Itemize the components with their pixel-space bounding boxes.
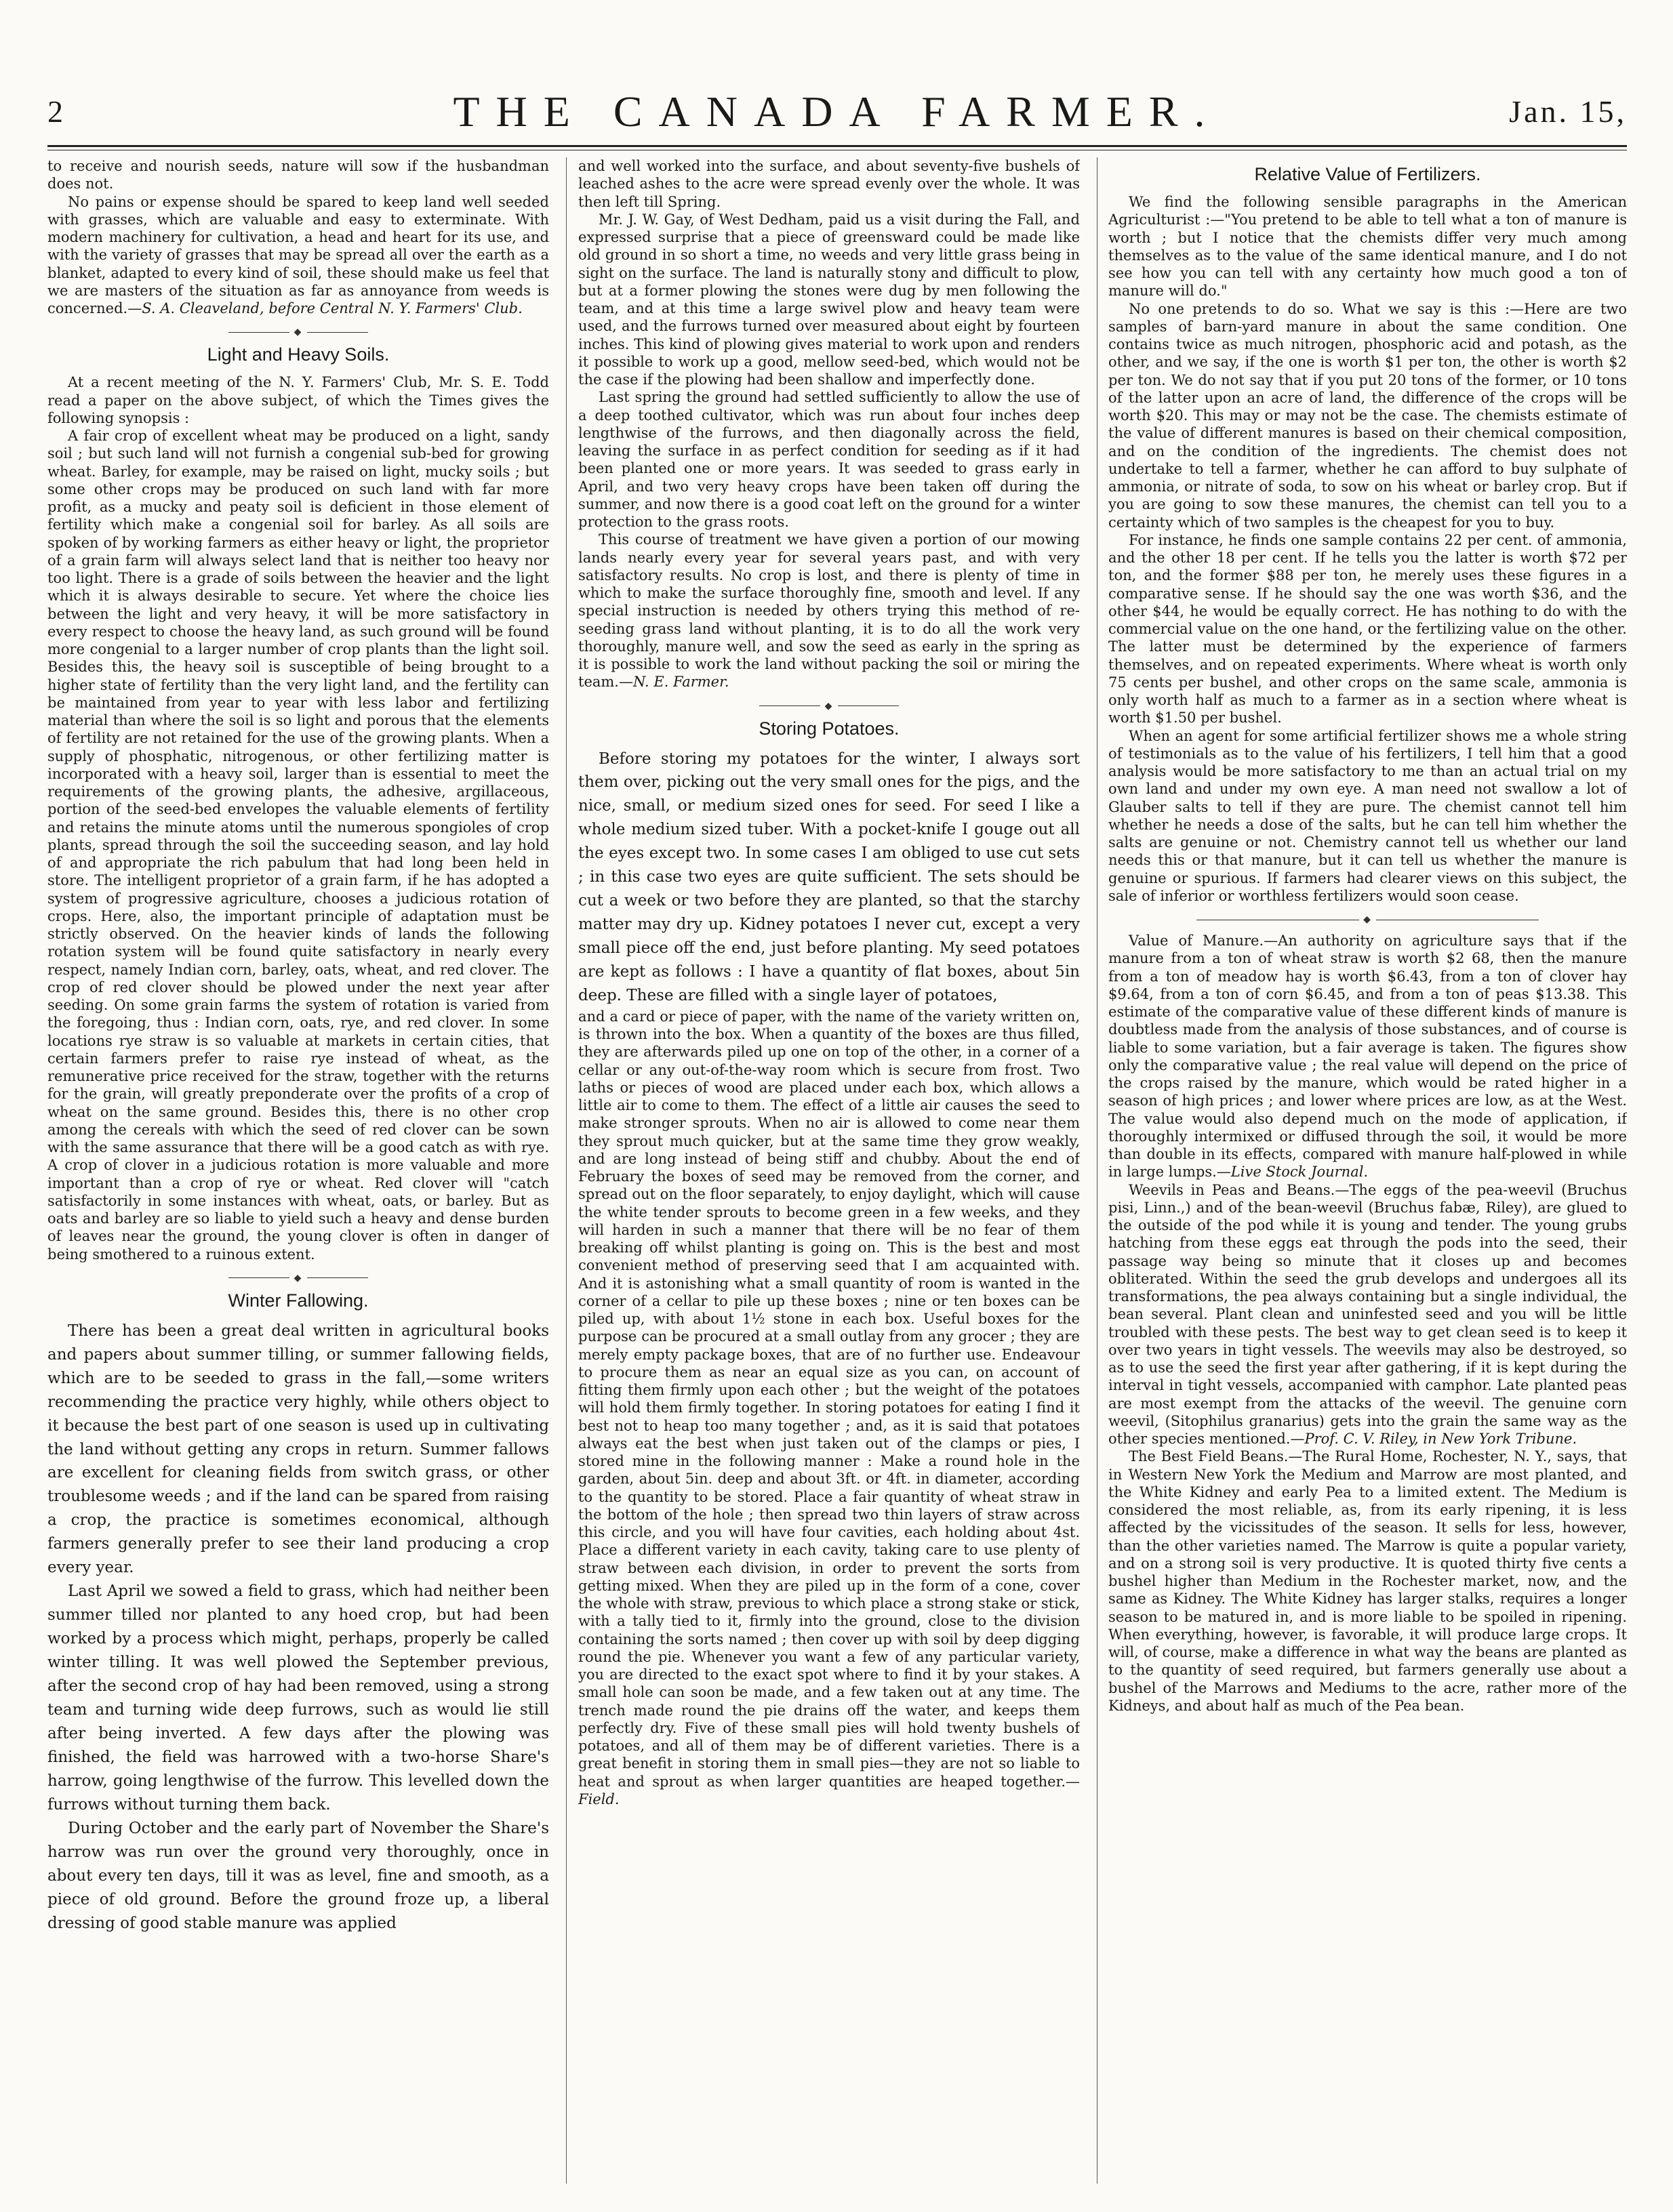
section-separator: ◆ (1108, 914, 1627, 925)
masthead-rule (47, 145, 1627, 147)
paragraph-text: Weevils in Peas and Beans.—The eggs of the pea-weevil (Bruchus pisi, Linn.,) and of the bean-weevil (Bruchus fabæ, Riley), are glued to the outside of the pod while it is young and tender. The young grubs hatching from these eggs eat through the pods into the seed, their passage way being so minute that it closes up and becomes obliterated. Within the seed the grub develops and undergoes all its transformations, the pea always containing but a single individual, the bean several. Plant clean and uninfested seed and you will be little troubled with these pests. The best way to get clean seed is to keep it over two years in tight vessels. The weevils may also be destroyed, so as to use the seed the first year after gathering, if it is kept during the interval in tight vessels, accompanied with camphor. Late planted peas are most exempt from the attacks of the weevil. The genuine corn weevil, (Sitophilus granarius) gets into the grain the same way as the other species mentioned. (1108, 1181, 1627, 1447)
paragraph: and well worked into the surface, and about seventy-five bushels of leached ashes to the acre were spread evenly over the whole. It was then left till Spring. (578, 158, 1080, 210)
paragraph: to receive and nourish seeds, nature will sow if the husbandman does not. (47, 158, 549, 192)
paragraph-value-of-manure: Value of Manure.—An authority on agriculture says that if the manure from a ton of wheat straw is worth $2 68, then the manure from a ton of meadow hay is worth $6.43, from a ton of clover hay $9.64, from a ton of corn $6.45, and from a ton of peas $13.38. This estimate of the comparative value of these different kinds of manure is doubtless made from the analysis of those substances, and of course is liable to some variation, but a fair average is taken. The figures show only the comparative value ; the real value will depend on the price of the crops raised by the manure, which would be rated higher in a season of high prices ; and lower where prices are low, as at the West. The value would also depend much on the mode of application, if thoroughly intermixed or diffused through the soil, it would be more than double in its effects, compared with manure half-plowed in while in large lumps.—Live Stock Journal. (1108, 933, 1627, 1181)
signature: Live Stock Journal. (1230, 1164, 1369, 1181)
heading-light-heavy-soils: Light and Heavy Soils. (207, 344, 390, 365)
paragraph: Last April we sowed a field to grass, which had neither been summer tilled nor planted to any hoed crop, but had been worked by a process which might, perhaps, properly be called winter tilling. It was well plowed the September previous, after the second crop of hay had been removed, using a strong team and turning wide deep furrows, such as would lie still after being inverted. A few days after the plowing was finished, the field was harrowed with a two-horse Share's harrow, going lengthwise of the furrow. This levelled down the furrows without turning them back. (47, 1582, 549, 1814)
signature: Field. (578, 1790, 620, 1807)
paragraph: Last spring the ground had settled sufficiently to allow the use of a deep toothed cultivator, which was run about four inches deep lengthwise of the furrows, and then diagonally across the field, leaving the surface in as perfect condition for seeding as if it had been planted one or more years. It was seeded to grass early in April, and two very heavy crops have been taken off during the summer, and now there is a good coat left on the ground for a winter protection to the grass roots. (578, 389, 1080, 530)
section-separator: ◆ (47, 327, 549, 337)
issue-date: Jan. 15, (1509, 94, 1627, 129)
column-divider (566, 157, 567, 2184)
paragraph: We find the following sensible paragraphs in the American Agriculturist :—"You pretend to be able to tell what a ton of manure is worth ; but I notice that the chemists differ very much among themselves as to the value of the same identical manure, and I do not see how you can tell with any certainty how much good a ton of manure will do." (1108, 194, 1627, 300)
paragraph-text: Value of Manure.—An authority on agriculture says that if the manure from a ton of wheat straw is worth $2 68, then the manure from a ton of meadow hay is worth $6.43, from a ton of clover hay $9.64, from a ton of corn $6.45, and from a ton of peas $13.38. This estimate of the comparative value of these different kinds of manure is doubtless made from the analysis of those substances, and of course is liable to some variation, but a fair average is taken. The figures show only the comparative value ; the real value will depend on the price of the crops raised by the manure, which would be rated higher in a season of high prices ; and lower where prices are low, as at the West. The value would also depend much on the mode of application, if thoroughly intermixed or diffused through the soil, it would be more than double in its effects, compared with manure half-plowed in while in large lumps. (1108, 933, 1627, 1181)
paragraph: During October and the early part of November the Share's harrow was run over the ground very thoroughly, once in about every ten days, till it was as level, fine and smooth, as a piece of old ground. Before the ground froze up, a liberal dressing of good stable manure was applied (47, 1819, 549, 1932)
newspaper-title: THE CANADA FARMER. (453, 87, 1222, 136)
winter-fallowing-article (47, 1319, 549, 1936)
paragraph-best-field-beans: The Best Field Beans.—The Rural Home, Rochester, N. Y., says, that in Western New York the Medium and Marrow are most planted, and the White Kidney and early Pea to a limited extent. The Medium is considered the most reliable, as, from its early ripening, it is less affected by the vicissitudes of the season. It sells for less, however, than the other varieties named. The Marrow is quite a popular variety, and on a strong soil is very productive. It is quoted thirty five cents a bushel higher than Medium in the Rochester market, now, and the same as Kidney. The White Kidney has larger stalks, requires a longer season to be matured in, and is more liable to be spoiled in ripening. When everything, however, is favorable, it will produce large crops. It will, of course, make a difference in what way the beans are planted as to the quantity of seed required, but farmers generally use about a bushel of the Marrows and Mediums to the acre, rather more of the Kidneys, and about half as much of the Pea bean. (1108, 1448, 1627, 1714)
heading-storing-potatoes: Storing Potatoes. (759, 718, 900, 739)
newspaper-page (47, 75, 1627, 2196)
signature: Prof. C. V. Riley, in New York Tribune. (1304, 1431, 1577, 1447)
heading-relative-value-fertilizers: Relative Value of Fertilizers. (1254, 164, 1481, 184)
paragraph: Mr. J. W. Gay, of West Dedham, paid us a visit during the Fall, and expressed surprise that a piece of greensward could be made like old ground in so short a time, no weeds and very little grass being in sight on the surface. The land is naturally stony and difficult to plow, but at a former plowing the stones were dug by men following the team, and at this time a large swivel plow and heavy team were used, and the furrows turned over measured about eight by fourteen inches. This kind of plowing gives material to work upon and renders it possible to work up a good, mellow seed-bed, which would not be the case if the plowing had been shallow and imperfectly done. (578, 211, 1080, 388)
storing-potatoes-lead (578, 747, 1080, 1008)
paragraph: No one pretends to do so. What we say is this :—Here are two samples of barn-yard manure in about the same condition. One contains twice as much nitrogen, phosphoric acid and potash, as the other, and we say, if the one is worth $1 per ton, the other is worth $2 per ton. We do not say that if you put 20 tons of the former, or 10 tons of the latter upon an acre of land, the difference of the crops will be worth $20. This may or may not be the case. The chemists estimate of the value of different manures is based on their chemical composition, and on the condition of the ingredients. The chemist does not undertake to tell a farmer, whether he can afford to buy sulphate of ammonia, or nitrate of soda, to sow on his wheat or barley crop. But if you are going to sow these manures, the chemist can tell you to a certainty which of two samples is the cheapest for you to buy. (1108, 300, 1627, 531)
paragraph: and a card or piece of paper, with the name of the variety written on, is thrown into the box. When a quantity of the boxes are thus filled, they are afterwards piled up one on top of the other, in a corner of a cellar or any out-of-the-way room which is secure from frost. Two laths or pieces of wood are placed under each box, which allows a little air to come to them. The effect of a little air causes the seed to make stronger sprouts. When no air is allowed to come near them they sprout much quicker, but at the same time they grow weakly, and are long instead of being stiff and chubby. About the end of February the boxes of seed may be removed from the corner, and spread out on the floor separately, to enjoy daylight, which will cause the white tender sprouts to become green in a few weeks, and they will harden in such a manner that there will be no fear of them breaking off whilst planting is going on. This is the best and most convenient method of preserving seed that I am acquainted with. And it is astonishing what a small quantity of room is wanted in the corner of a cellar to pile up these boxes ; nine or ten boxes can be piled up, with about 1½ stone in each box. Useful boxes for the purpose can be procured at a small outlay from any grocer ; they are merely empty package boxes, that are of no further use. Endeavour to procure them as near an equal size as you can, on account of fitting them firmly upon each other ; but the weight of the potatoes will hold them firmly together. In storing potatoes for eating I find it best not to heap too many together ; and, as it is said that potatoes always eat the best when just taken out of the clamps or pies, I stored mine in the following manner : Make a round hole in the garden, about 5in. deep and about 3ft. or 4ft. in diameter, according to the quantity to be stored. Place a fair quantity of wheat straw in the bottom of the hole ; then spread two thin layers of straw across this circle, and you will have four cavities, each holding about 4st. Place a different variety in each cavity, taking care to use plenty of straw between each division, in order to prevent the sorts from getting mixed. When they are piled up in the form of a cone, cover the whole with straw, previous to which place a strong stake or stick, with a tally tied to it, firmly into the ground, close to the division containing the sorts named ; then cover up with soil by deep digging round the pie. Whenever you want a few of any particular variety, you are directed to the exact spot where to find it by your stakes. A small hole can soon be made, and a few taken out at any time. The trench made round the pie drains off the water, and keeps them perfectly dry. Five of these small pies will hold twenty bushels of potatoes, and all of them may be of different varieties. There is a great benefit in storing them in small pies—they are not so liable to heat and sprout as when larger quantities are heaped together.—Field. (578, 1008, 1080, 1807)
column-3 (1108, 157, 1627, 2190)
page-number: 2 (47, 94, 63, 129)
paragraph-text: No pains or expense should be spared to keep land well seeded with grasses, which are valuable and easy to exterminate. With modern machinery for cultivation, a head and heart for its use, and with the variety of grasses that may be spread all over the earth as a blanket, adapted to every kind of soil, these should make us feel that we are masters of the situation as far as annoyance from weeds is concerned. (47, 193, 549, 316)
paragraph-text: This course of treatment we have given a portion of our mowing lands nearly every year for several years past, and with very satisfactory results. No crop is lost, and there is plenty of time in which to make the surface thoroughly fine, smooth and level. If any special instruction is needed by others trying this method of re-seeding grass land without planting, it is to do all the work very thoroughly, manure well, and sow the seed as early in the spring as it is possible to work the land without packing the soil or miring the team. (578, 531, 1080, 691)
signature: S. A. Cleaveland, before Central N. Y. Farmers' Club. (142, 300, 523, 316)
section-separator: ◆ (578, 701, 1080, 712)
heading-winter-fallowing: Winter Fallowing. (228, 1290, 369, 1311)
paragraph-text: and a card or piece of paper, with the name of the variety written on, is thrown into the box. When a quantity of the boxes are thus filled, they are afterwards piled up one on top of the other, in a corner of a cellar or any out-of-the-way room which is secure from frost. Two laths or pieces of wood are placed under each box, which allows a little air to come to them. The effect of a little air causes the seed to make stronger sprouts. When no air is allowed to come near them they sprout much quicker, but at the same time they grow weakly, and are long instead of being stiff and chubby. About the end of February the boxes of seed may be removed from the corner, and spread out on the floor separately, to enjoy daylight, which will cause the white tender sprouts to become green in a few weeks, and they will harden in such a manner that there will be no fear of them breaking off whilst planting is going on. This is the best and most convenient method of preserving seed that I am acquainted with. And it is astonishing what a small quantity of room is wanted in the corner of a cellar to pile up these boxes ; nine or ten boxes can be piled up, with about 1½ stone in each box. Useful boxes for the purpose can be procured at a small outlay from any grocer ; they are merely empty package boxes, that are of no further use. Endeavour to procure them as near an equal size as you can, on account of fitting them firmly upon each other ; but the weight of the potatoes will hold them firmly together. In storing potatoes for eating I find it best not to heap too many together ; and, as it is said that potatoes always eat the best when just taken out of the clamps or pies, I stored mine in the following manner : Make a round hole in the garden, about 5in. deep and about 3ft. or 4ft. in diameter, according to the quantity to be stored. Place a fair quantity of wheat straw in the bottom of the hole ; then spread two thin layers of straw across this circle, and you will have four cavities, each holding about 4st. Place a different variety in each cavity, taking care to use plenty of straw between each division, in order to prevent the sorts from getting mixed. When they are piled up in the form of a cone, cover the whole with straw, previous to which place a strong stake or stick, with a tally tied to it, firmly into the ground, close to the division containing the sorts named ; then cover up with soil by deep digging round the pie. Whenever you want a few of any particular variety, you are directed to the exact spot where to find it by your stakes. A small hole can soon be made, and a few taken out at any time. The trench made round the pie drains off the water, and keeps them perfectly dry. Five of these small pies will hold twenty bushels of potatoes, and all of them may be of different varieties. There is a great benefit in storing them in small pies—they are not so liable to heat and sprout as when larger quantities are heaped together. (578, 1008, 1080, 1790)
column-2 (578, 157, 1080, 2190)
signature: N. E. Farmer. (632, 674, 729, 691)
article-columns (47, 157, 1627, 2190)
paragraph-weevils: Weevils in Peas and Beans.—The eggs of the pea-weevil (Bruchus pisi, Linn.,) and of the bean-weevil (Bruchus fabæ, Riley), are glued to the outside of the pod while it is young and tender. The young grubs hatching from these eggs eat through the pods into the seed, their passage way being so minute that it closes up and becomes obliterated. Within the seed the grub develops and undergoes all its transformations, the pea always containing but a single individual, the bean several. Plant clean and uninfested seed and you will be little troubled with these pests. The best way to get clean seed is to keep it over two years in tight vessels. The weevils may also be destroyed, so as to use the seed the first year after gathering, if it is kept during the interval in tight vessels, accompanied with camphor. Late planted peas are most exempt from the attacks of the weevil. The genuine corn weevil, (Sitophilus granarius) gets into the grain the same way as the other species mentioned.—Prof. C. V. Riley, in New York Tribune. (1108, 1181, 1627, 1447)
paragraph: No pains or expense should be spared to keep land well seeded with grasses, which are valuable and easy to exterminate. With modern machinery for cultivation, a head and heart for its use, and with the variety of grasses that may be spread all over the earth as a blanket, adapted to every kind of soil, these should make us feel that we are masters of the situation as far as annoyance from weeds is concerned.—S. A. Cleaveland, before Central N. Y. Farmers' Club. (47, 193, 549, 316)
paragraph: For instance, he finds one sample contains 22 per cent. of ammonia, and the other 18 per cent. If he tells you the latter is worth $72 per ton, and the former $88 per ton, he merely uses these figures in a comparative sense. If he should say the one was worth $36, and the other $44, he would be equally correct. He has nothing to do with the commercial value on the one hand, or the fertilizing value on the other. The latter must be determined by the experience of farmers themselves, and on repeated experiments. Where wheat is worth only 75 cents per bushel, and other crops on the same scale, ammonia is only worth half as much to a farmer as in a section where wheat is worth $1.50 per bushel. (1108, 531, 1627, 726)
paragraph: At a recent meeting of the N. Y. Farmers' Club, Mr. S. E. Todd read a paper on the above subject, of which the Times gives the following synopsis : (47, 374, 549, 426)
paragraph: This course of treatment we have given a portion of our mowing lands nearly every year for several years past, and with very satisfactory results. No crop is lost, and there is plenty of time in which to make the surface thoroughly fine, smooth and level. If any special instruction is needed by others trying this method of re-seeding grass land without planting, it is to do all the work very thoroughly, manure well, and sow the seed as early in the spring as it is possible to work the land without packing the soil or miring the team.—N. E. Farmer. (578, 531, 1080, 691)
section-separator: ◆ (47, 1273, 549, 1284)
paragraph: Before storing my potatoes for the winter, I always sort them over, picking out the very small ones for the pigs, and the nice, small, or medium sized ones for seed. For seed I like a whole medium sized tuber. With a pocket-knife I gouge out all the eyes except two. In some cases I am obliged to use cut sets ; in this case two eyes are quite sufficient. The sets should be cut a week or two before they are planted, so that the starchy matter may dry up. Kidney potatoes I never cut, except a very small piece off the end, just before planting. My seed potatoes are kept as follows : I have a quantity of flat boxes, about 5in deep. These are filled with a single layer of potatoes, (578, 750, 1080, 1005)
paragraph: There has been a great deal written in agricultural books and papers about summer tilling, or summer fallowing fields, which are to be seeded to grass in the fall,—some writers recommending the practice very highly, while others object to it because the best part of one season is used up in cultivating the land without getting any crops in return. Summer fallows are excellent for cleaning fields from switch grass, or other troublesome weeds ; and if the land can be spared from raising a crop, the practice is sometimes economical, although farmers generally prefer to see their land producing a crop every year. (47, 1322, 549, 1577)
paragraph: When an agent for some artificial fertilizer shows me a whole string of testimonials as to the value of his fertilizers, I tell him that a good analysis would be more satisfactory to me than an actual trial on my own land and under my own eye. A man need not swallow a lot of Glauber salts to tell if they are pure. The chemist cannot tell him whether he needs a dose of the salts, but he can tell him whether the salts are genuine or not. Chemistry cannot tell us whether our land needs this or that manure, but it can tell us whether the manure is genuine or spurious. If farmers had clearer views on this subject, the sale of inferior or worthless fertilizers would soon cease. (1108, 727, 1627, 904)
masthead (47, 87, 1627, 141)
column-1 (47, 157, 549, 2190)
paragraph: A fair crop of excellent wheat may be produced on a light, sandy soil ; but such land will not furnish a congenial sub-bed for growing wheat. Barley, for example, may be raised on light, mucky soils ; but some other crops may be produced on such land with far more profit, as a mucky and peaty soil is deficient in those element of fertility which make a congenial soil for barley. As all soils are spoken of by working farmers as either heavy or light, the proprietor of a grain farm will always select land that is neither too heavy nor too light. There is a grade of soils between the heavier and the light which it is always desirable to secure. Yet where the choice lies between the light and very heavy, it will be more satisfactory in every respect to choose the heavy land, as such ground will be found more congenial to a larger number of crop plants than the light soil. Besides this, the heavy soil is susceptible of being brought to a higher state of fertility than the very light land, and the fertility can be maintained from year to year with less labor and fertilizing material than where the soil is so light and porous that the elements of fertility are not retained for the use of the growing plants. When a supply of phosphatic, nitrogenous, or other fertilizing matter is incorporated with a heavy soil, larger than is essential to meet the requirements of the growing plants, the adhesive, argillaceous, portion of the seed-bed envelopes the valuable elements of fertility and retains the minute atoms until the numerous spongioles of crop plants, spread through the soil the succeeding season, and lay hold of and appropriate the rich pabulum that had long been held in store. The intelligent proprietor of a grain farm, if he has adopted a system of progressive agriculture, chooses a judicious rotation of crops. Here, also, the important principle of adaptation must be strictly observed. On the heavier kinds of lands the following rotation system will be found quite satisfactory in nearly every respect, namely Indian corn, barley, oats, wheat, and red clover. The crop of red clover should be plowed under the next year after seeding. On some grain farms the system of rotation is varied from the foregoing, thus : Indian corn, oats, rye, and red clover. In some locations rye straw is so valuable at markets in certain cities, that certain farmers prefer to raise rye instead of wheat, as the remunerative price received for the straw, together with the returns for the grain, will greatly preponderate over the profits of a crop of wheat on the same ground. Besides this, there is no other crop among the cereals with which the seed of red clover can be sown with the same assurance that there will be a good catch as with rye. A crop of clover in a judicious rotation is more valuable and more important than a crop of rye or wheat. Red clover will "catch satisfactorily in some instances with wheat, oats, or barley. But as oats and barley are so liable to yield such a heavy and dense burden of leaves near the ground, the young clover is often in danger of being smothered to a ruinous extent. (47, 428, 549, 1263)
